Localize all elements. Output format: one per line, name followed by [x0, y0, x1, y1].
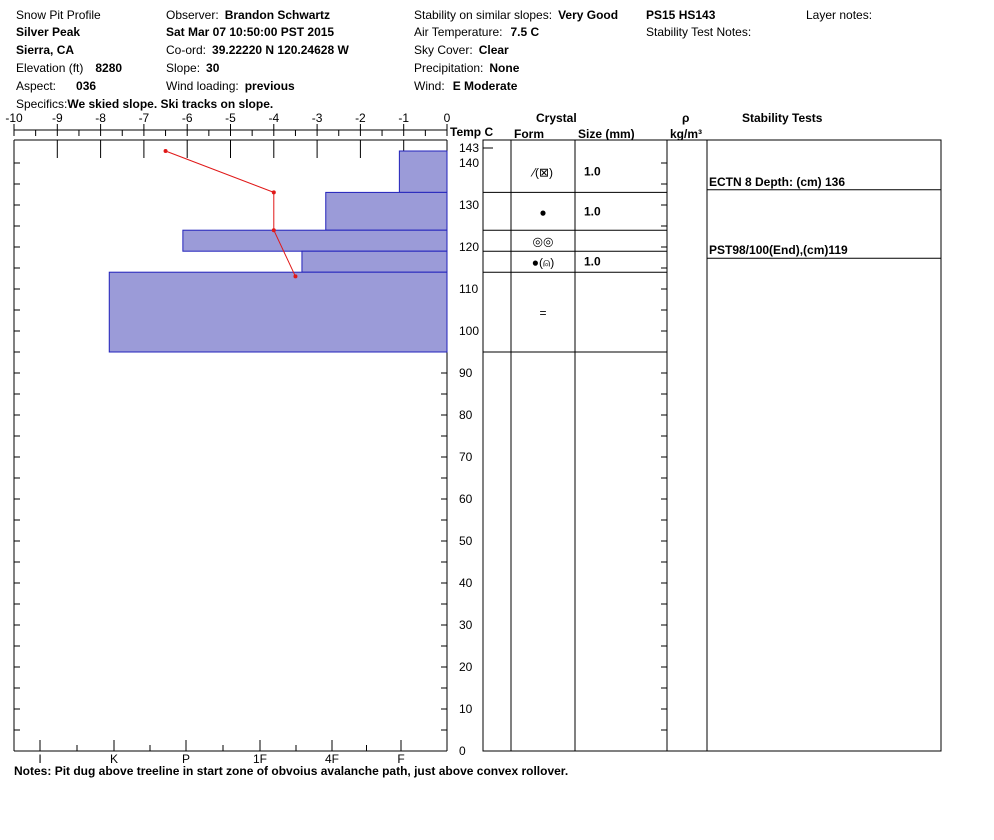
notes-label: Notes: [14, 764, 52, 778]
depth-tick-label: 0 [459, 744, 466, 758]
hardness-layers [109, 151, 447, 352]
temp-tick-label: -9 [51, 111, 63, 125]
crystal-size-value: 1.0 [584, 254, 601, 269]
observer-value: Brandon Schwartz [224, 8, 331, 22]
pit-profile-title: Snow Pit Profile [16, 8, 101, 22]
depth-tick-label: 20 [459, 660, 473, 674]
hardness-tick-label: K [109, 752, 119, 766]
density-symbol-header: ρ [682, 111, 690, 125]
depth-tick-label: 40 [459, 576, 473, 590]
hardness-tick-label: 1F [252, 752, 268, 766]
temp-tick-label: -4 [268, 111, 280, 125]
temp-tick-label: -7 [138, 111, 150, 125]
region-name: Sierra, CA [16, 43, 75, 57]
size-column-header: Size (mm) [578, 127, 635, 141]
depth-tick-label: 50 [459, 534, 473, 548]
air-temp-value: 7.5 C [510, 25, 540, 39]
snow-height-label: 143 [459, 141, 480, 155]
notes-text: Pit dug above treeline in start zone of obvoius avalanche path, just above convex rollover. [54, 764, 569, 778]
temp-tick-label: 0 [443, 111, 451, 125]
temp-column-header: Temp C [450, 125, 494, 139]
hardness-layer-bar [399, 151, 447, 192]
slope-value: 30 [206, 61, 220, 75]
wind-value: E Moderate [452, 79, 518, 93]
depth-tick-label: 90 [459, 366, 473, 380]
temp-tick-label: -2 [355, 111, 366, 125]
hardness-layer-bar [326, 192, 447, 230]
crystal-form-glyph: ● [539, 205, 547, 220]
depth-tick-label: 100 [459, 324, 480, 338]
depth-tick-label: 80 [459, 408, 473, 422]
stability-test-notes-label: Stability Test Notes: [646, 25, 752, 39]
depth-tick-label: 30 [459, 618, 473, 632]
aspect-label: Aspect: [16, 79, 57, 93]
depth-tick-label: 110 [459, 282, 479, 296]
crystal-size-value: 1.0 [584, 204, 601, 219]
hardness-tick-label: F [397, 752, 405, 766]
depth-tick-label: 140 [459, 156, 480, 170]
form-column-header: Form [514, 127, 544, 141]
wind-label: Wind: [414, 79, 445, 93]
temperature-point [272, 228, 276, 232]
crystal-form-glyph: ◎◎ [532, 234, 554, 249]
density-unit-header: kg/m³ [670, 127, 703, 141]
hardness-tick-label: I [38, 752, 42, 766]
observer-label: Observer: [166, 8, 219, 22]
temperature-point [293, 274, 297, 278]
specifics-label: Specifics: [16, 97, 68, 111]
temperature-profile [164, 149, 298, 278]
depth-tick-label: 60 [459, 492, 473, 506]
sky-label: Sky Cover: [414, 43, 473, 57]
stability-tests-header: Stability Tests [742, 111, 823, 125]
temp-tick-label: -3 [311, 111, 323, 125]
observation-datetime: Sat Mar 07 10:50:00 PST 2015 [166, 25, 335, 39]
stability-test-label: PST98/100(End),(cm)119 [709, 243, 848, 258]
temp-tick-label: -6 [181, 111, 193, 125]
pit-id: PS15 HS143 [646, 8, 716, 22]
hardness-axis [38, 740, 404, 766]
hardness-layer-bar [183, 230, 447, 251]
temp-tick-label: -10 [5, 111, 23, 125]
depth-tick-label: 10 [459, 702, 473, 716]
depth-tick-label: 70 [459, 450, 473, 464]
wind-loading-label: Wind loading: [166, 79, 239, 93]
specifics-value: We skied slope. Ski tracks on slope. [67, 97, 274, 111]
location-name: Silver Peak [16, 25, 81, 39]
depth-tick-label: 130 [459, 198, 480, 212]
hardness-tick-label: P [181, 752, 191, 766]
temperature-point [272, 190, 276, 194]
stability-test-label: ECTN 8 Depth: (cm) 136 [709, 174, 846, 189]
temp-tick-label: -1 [398, 111, 410, 125]
elevation-value: 8280 [95, 61, 123, 75]
hardness-layer-bar [302, 251, 447, 272]
temperature-line [166, 151, 296, 276]
crystal-form-glyph: ●(⍝) [531, 255, 555, 270]
aspect-value: 036 [76, 79, 97, 93]
temp-axis-ticks [5, 111, 450, 158]
precip-value: None [489, 61, 520, 75]
crystal-form-glyph: = [539, 306, 547, 321]
hardness-tick-label: 4F [324, 752, 340, 766]
stability-value: Very Good [558, 8, 619, 22]
layer-notes-label: Layer notes: [806, 8, 873, 22]
precip-label: Precipitation: [414, 61, 484, 75]
depth-tick-label: 120 [459, 240, 480, 254]
crystal-column-header: Crystal [536, 111, 577, 125]
stability-label: Stability on similar slopes: [414, 8, 553, 22]
stability-test-list [707, 175, 941, 258]
temp-tick-label: -8 [95, 111, 106, 125]
crystal-form-glyph: ⁄(⊠) [532, 165, 554, 180]
hardness-layer-bar [109, 272, 447, 352]
coord-label: Co-ord: [166, 43, 207, 57]
elevation-label: Elevation (ft) [16, 61, 84, 75]
coord-value: 39.22220 N 120.24628 W [212, 43, 349, 57]
air-temp-label: Air Temperature: [414, 25, 503, 39]
slope-label: Slope: [166, 61, 201, 75]
wind-loading-value: previous [244, 79, 295, 93]
table-frame [483, 140, 941, 751]
crystal-size-value: 1.0 [584, 164, 601, 179]
notes-row [14, 764, 568, 778]
sky-value: Clear [478, 43, 509, 57]
temperature-point [164, 149, 168, 153]
temp-tick-label: -5 [225, 111, 236, 125]
